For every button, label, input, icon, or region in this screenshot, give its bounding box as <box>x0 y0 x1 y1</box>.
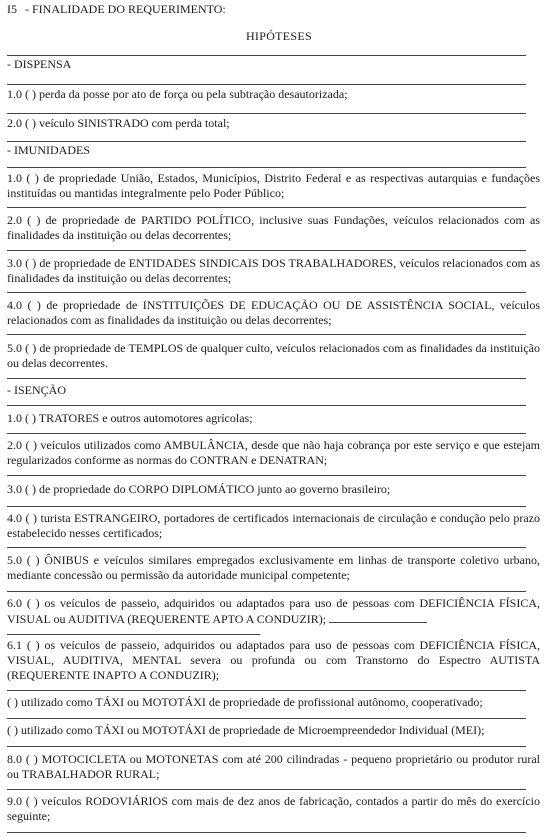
item-isencao-2[interactable]: 2.0 ( ) veículos utilizados como AMBULÂNCIA, desde que não haja cobrança por este serviço e que estejam regularizados conforme as normas do CONTRAN e DENATRAN; <box>7 438 540 467</box>
rule-line <box>7 378 526 379</box>
rule-line <box>7 207 526 208</box>
rule-line <box>7 746 526 747</box>
item-imunidade-1[interactable]: 1.0 ( ) de propriedade União, Estados, Municípios, Distrito Federal e as respectivas autarquias e fundações instituídas ou mantidas integralmente pelo Poder Público; <box>7 171 540 200</box>
item-dispensa-2[interactable]: 2.0 ( ) veículo SINISTRADO com perda total; <box>7 116 230 130</box>
item-isencao-1[interactable]: 1.0 ( ) TRATORES e outros automotores agrícolas; <box>7 411 253 425</box>
item-isencao-4[interactable]: 4.0 ( ) turista ESTRANGEIRO, portadores de certificados internacionais de circulação e condução pelo prazo estabelecido nesses certificados; <box>7 511 540 540</box>
rule-line <box>7 55 526 56</box>
item-imunidade-2[interactable]: 2.0 ( ) de propriedade de PARTIDO POLÍTICO, inclusive suas Fundações, veículos relacionados com as finalidades da instituição ou delas decorrentes; <box>7 213 540 242</box>
rule-line <box>7 591 526 592</box>
item-isencao-6-text: 6.0 ( ) os veículos de passeio, adquiridos ou adaptados para uso de pessoas com DEFICIÊNCIA FÍSICA, VISUAL ou AUDITIVA (REQUERENTE APTO A CONDUZIR); <box>7 596 540 626</box>
rule-line <box>7 405 526 406</box>
item-dispensa-1[interactable]: 1.0 ( ) perda da posse por ato de força ou pela subtração desautorizada; <box>7 87 348 101</box>
section-header <box>7 2 226 17</box>
item-imunidade-3[interactable]: 3.0 ( ) de propriedade de ENTIDADES SINDICAIS DOS TRABALHADORES, veículos relacionados com as finalidades da instituição ou delas decorrentes; <box>7 256 540 285</box>
item-isencao-6-1[interactable]: 6.1 ( ) os veículos de passeio, adquiridos ou adaptados para uso de pessoas com DEFICIÊNCIA FÍSICA, VISUAL, AUDITIVA, MENTAL severa ou profunda ou com Transtorno do Espectro AUTISTA (REQUERENTE INAPTO A CONDUZIR); <box>7 638 540 682</box>
rule-line <box>7 113 526 114</box>
item-isencao-8[interactable]: 8.0 ( ) MOTOCICLETA ou MOTONETAS com até 200 cilindradas - pequeno proprietário ou produtor rural ou TRABALHADOR RURAL; <box>7 752 540 781</box>
rule-line <box>7 718 526 719</box>
rule-line <box>7 690 526 691</box>
rule-line <box>7 547 526 548</box>
item-isencao-7a[interactable]: ( ) utilizado como TÁXI ou MOTOTÁXI de propriedade de profissional autônomo, cooperativado; <box>7 695 483 709</box>
rule-line <box>7 167 526 168</box>
item-isencao-6[interactable] <box>7 596 540 627</box>
section-number: I5 <box>7 2 17 16</box>
rule-line <box>7 433 526 434</box>
rule-line <box>7 475 526 476</box>
rule-line <box>7 250 526 251</box>
hypotheses-title: HIPÓTESES <box>245 29 313 43</box>
section-imunidades: - IMUNIDADES <box>7 143 90 157</box>
rule-line <box>7 84 526 85</box>
item-isencao-7b[interactable]: ( ) utilizado como TÁXI ou MOTOTÁXI de propriedade de Microempreendedor Individual (MEI); <box>7 723 485 737</box>
item-isencao-5[interactable]: 5.0 ( ) ÔNIBUS e veículos similares empregados exclusivamente em linhas de transporte coletivo urbano, mediante concessão ou permissão da autoridade municipal competente; <box>7 553 540 582</box>
rule-line <box>7 506 526 507</box>
section-isencao: - ISENÇÃO <box>7 383 66 397</box>
rule-line <box>7 789 526 790</box>
rule-line <box>7 832 526 833</box>
rule-line <box>7 634 260 635</box>
item-isencao-3[interactable]: 3.0 ( ) de propriedade do CORPO DIPLOMÁTICO junto ao governo brasileiro; <box>7 482 391 496</box>
rule-line <box>7 292 526 293</box>
rule-line <box>7 334 526 335</box>
section-title: - FINALIDADE DO REQUERIMENTO: <box>25 2 226 16</box>
blank-line <box>329 611 427 623</box>
item-imunidade-4[interactable]: 4.0 ( ) de propriedade de INSTITUIÇÕES DE EDUCAÇÃO OU DE ASSISTÊNCIA SOCIAL, veículos relacionados com as finalidades da instituição ou delas decorrentes; <box>7 298 540 327</box>
item-imunidade-5[interactable]: 5.0 ( ) de propriedade de TEMPLOS de qualquer culto, veículos relacionados com as finalidades da instituição ou delas decorrentes. <box>7 341 540 370</box>
item-isencao-9[interactable]: 9.0 ( ) veículos RODOVIÁRIOS com mais de dez anos de fabricação, contados a partir do mês do exercício seguinte; <box>7 794 540 823</box>
section-dispensa: - DISPENSA <box>7 57 72 71</box>
rule-line <box>7 141 526 142</box>
